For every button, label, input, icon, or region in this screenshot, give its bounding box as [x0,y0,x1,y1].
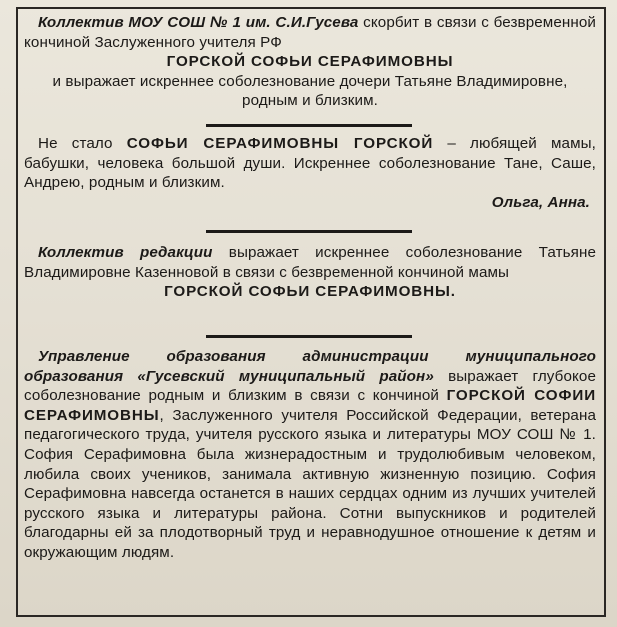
notice-2-name: СОФЬИ СЕРАФИМОВНЫ ГОРСКОЙ [126,135,434,152]
notice-1-name: ГОРСКОЙ СОФЬИ СЕРАФИМОВНЫ [166,53,454,71]
divider-2 [206,230,412,233]
condolence-notice-4 [24,347,596,563]
divider-3 [206,335,412,338]
notice-3-org: Коллектив редакции [38,244,213,261]
divider-1 [206,124,412,127]
notice-2-lead: Не стало [38,135,127,152]
notice-4-text: выражает глубокое соболезнование родным и близким в связи с кончиной [24,367,596,405]
condolence-notice-3 [24,243,596,302]
notice-4-name: ГОРСКОЙ СОФИИ СЕРАФИМОВНЫ [24,387,597,424]
notice-3-name: ГОРСКОЙ СОФЬИ СЕРАФИМОВНЫ. [164,283,456,301]
notice-2-text: – любящей мамы, бабушки, человека большой души. Искреннее соболезнование Тане, Саше, Андрею, родным и близким. [24,135,596,192]
notice-1-text-2: и выражает искреннее соболезнование дочери Татьяне Владимировне, родным и близким. [52,72,568,110]
condolence-notice-1 [24,13,596,111]
notice-1-org: Коллектив МОУ СОШ № 1 им. С.И.Гусева [38,14,359,31]
condolence-notice-2 [24,134,596,212]
notice-2-signature: Ольга, Анна. [491,193,590,211]
notice-1-text: скорбит в связи с безвременной кончиной Заслуженного учителя РФ [24,14,596,51]
notice-3-text: выражает искреннее соболезнование Татьяне Владимировне Казенновой в связи с безвременной кончиной мамы [24,244,596,281]
notice-4-text-2: , Заслуженного учителя Российской Федерации, ветерана педагогического труда, учителя русского языка и литературы МОУ СОШ № 1. София Серафимовна была жизнерадостным и трудолюбивым человеком, любила своих учеников, занимала активную жизненную позицию. София Серафимовна навсегда останется в наших сердцах одним из лучших учителей русского языка и литературы района. Сотни выпускников и родителей благодарны ей за плодотворный труд и неравнодушное отношение к детям и окружающим людям. [24,406,596,561]
notice-4-org: Управление образования администрации муниципального образования «Гусевский муниципальный район» [24,348,596,385]
